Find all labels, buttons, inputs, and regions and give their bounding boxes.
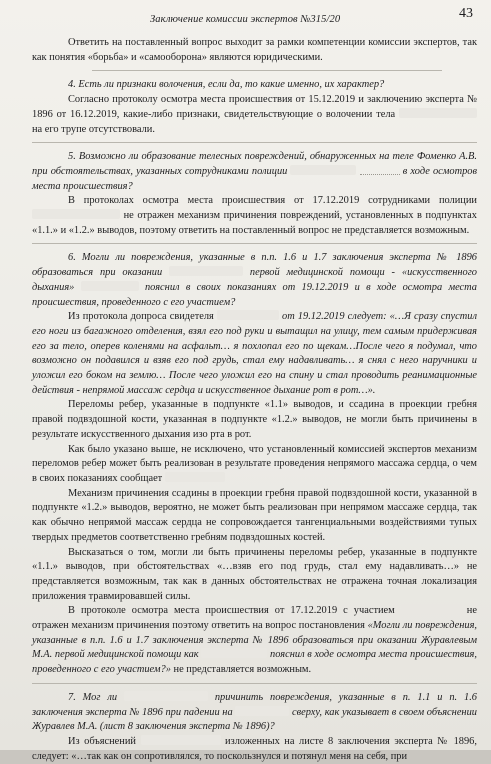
redacted-name	[401, 604, 461, 614]
redacted-name	[165, 472, 225, 482]
page-number: 43	[459, 6, 473, 21]
redacted-name	[32, 209, 120, 219]
answer-4	[32, 93, 477, 137]
redacted-name	[81, 281, 139, 291]
question-5	[32, 150, 477, 194]
redacted-name	[217, 310, 279, 320]
question-7-text-mid: причинить повреждения, указанные в п. 1.1 и п. 1.6 заключения эксперта № 1896 при падении на	[32, 691, 477, 718]
question-7	[32, 691, 477, 735]
section-divider	[32, 243, 477, 244]
answer-7-intro: Из объяснений	[68, 735, 136, 747]
document-title: Заключение комиссии экспертов №315/20	[150, 14, 341, 25]
redacted-name	[201, 648, 267, 658]
question-7-text-end: сверху, как указывает в своем объяснении Журавлев М.А. (лист 8 заключения эксперта № 1896)?	[32, 706, 477, 733]
answer-7-text: изложенных на листе 8 заключения эксперта № 1896, следует: «…так как он сопротивлялся, то поскользнулся и потянул меня на себя, при	[32, 735, 477, 762]
blank-space	[360, 165, 400, 175]
answer-5-text-end: не отражен механизм причинения повреждений, установленных в подпунктах «1.1.» и «1.2.» выводов, поэтому ответить на поставленный вопрос не представляется возможным.	[32, 210, 477, 236]
question-6	[32, 251, 477, 310]
redacted-name	[290, 165, 356, 175]
redacted-name	[141, 735, 221, 745]
answer-5-text: В протоколах осмотра места происшествия от 17.12.2019 сотрудниками полиции	[68, 195, 477, 207]
answer-4-text: Согласно протоколу осмотра места происшествия от 15.12.2019 и заключению эксперта № 1896 от 16.12.2019, какие-либо признаки, свидетельствующие о волочении тела	[32, 94, 477, 120]
answer-6-paragraph-2: Переломы ребер, указанные в подпункте «1.1» выводов, и ссадина в проекции гребня правой подвздошной кости, указанная в подпункте «1.2.» выводов, не могли быть причинены в результате искусственного дыхания изо рта в рот.	[32, 399, 477, 440]
question-6-text: 6. Могли ли повреждения, указанные в п.п. 1.6 и 1.7 заключения эксперта № 1896 образоваться при оказании	[32, 252, 477, 279]
redacted-name	[235, 706, 289, 716]
question-7-text: 7. Мог ли	[68, 691, 118, 703]
redacted-name	[124, 691, 208, 701]
answer-5	[32, 194, 477, 238]
question-5-text-end: в ходе осмотров места происшествия?	[32, 165, 477, 192]
answer-6-paragraph-4: Механизм причинения ссадины в проекции гребня правой подвздошной кости, указанной в подпункте «1.2.» выводов, вероятно, не может быть реализован при непрямом массаже сердца, так как обычно непрямой массаж сердца не сопровождается тангенциальными воздействиями тупых твердых предметов соответственно гребням подвздошных костей.	[32, 487, 477, 543]
page-header	[0, 6, 491, 34]
answer-6-paragraph-5: Высказаться о том, могли ли быть причинены переломы ребер, указанные в подпункте «1.1.» выводов, при обстоятельствах «…взяв его под грудь, стал ему надавливать…» не представляется возможным, так как в данных обстоятельствах не отражена точная локализация приложения травмировавшей силы.	[32, 546, 477, 602]
answer-4-text-end: на его трупе отсутствовали.	[32, 123, 155, 135]
answer-7	[32, 735, 477, 764]
document-body	[32, 36, 477, 764]
question-quote-end: пояснил в ходе осмотра места происшествия, проведенного с его участием?»	[32, 649, 477, 676]
witness-quote: от 19.12.2019 следует: «…Я сразу спустил его ноги из багажного отделения, взял его под руки и вытащил на улицу, тем самым придерживая его за тело, оперев коленями на асфальт… я похлопал его по щекам…После чего я подумал, что возможно он подавился и взяв его под грудь, стал ему надавливать… я снял с него наручники и уложил его боком на землю… После чего уложил его на спину и стал проводить реанимационные действия - непрямой массаж сердца и искусственное дыхание рот в рот…».	[32, 311, 477, 396]
question-quote: «Могли ли повреждения, указанные в п.п. 1.6 и 1.7 заключения эксперта № 1896 образоваться при оказании Журавлевым М.А. первой медицинской помощи как	[32, 620, 477, 661]
section-divider	[32, 142, 477, 143]
answer-6-conclusion: не представляется возможным.	[173, 664, 312, 676]
redacted-name	[169, 266, 243, 276]
answer-6-paragraph-3-text: Как было указано выше, не исключено, что установленный комиссией экспертов механизм переломов ребер может быть реализован в результате проведения непрямого массажа сердца, о чем в своих показаниях сообщает	[32, 443, 477, 484]
question-6-text-mid: первой медицинской помощи - «искусственного дыхания»	[32, 267, 477, 293]
paragraph-answer-3: Ответить на поставленный вопрос выходит за рамки компетенции комиссии экспертов, так как понятия «борьба» и «самооборона» являются юридическими.	[32, 37, 477, 63]
answer-6-quote	[32, 310, 477, 398]
answer-6-paragraph-3	[32, 443, 477, 487]
redacted-name	[399, 108, 477, 118]
answer-6-paragraph-6-text-2: не отражен механизм причинения поэтому ответить на вопрос постановления	[32, 605, 477, 632]
answer-6-paragraph-6	[32, 604, 477, 678]
section-divider	[32, 683, 477, 684]
section-divider	[92, 70, 442, 71]
answer-6-paragraph-6-text: В протоколе осмотра места происшествия от 17.12.2019 с участием	[68, 605, 395, 617]
question-5-text: 5. Возможно ли образование телесных повреждений, обнаруженных на теле Фоменко А.В. при обстоятельствах, указанных сотрудниками полиции	[32, 151, 477, 177]
answer-6-intro: Из протокола допроса свидетеля	[68, 311, 214, 323]
question-6-text-end: пояснил в своих показаниях от 19.12.2019 и в ходе осмотра места происшествия, проведенного с его участием?	[32, 281, 477, 308]
question-4: 4. Есть ли признаки волочения, если да, то какие именно, их характер?	[68, 79, 385, 91]
